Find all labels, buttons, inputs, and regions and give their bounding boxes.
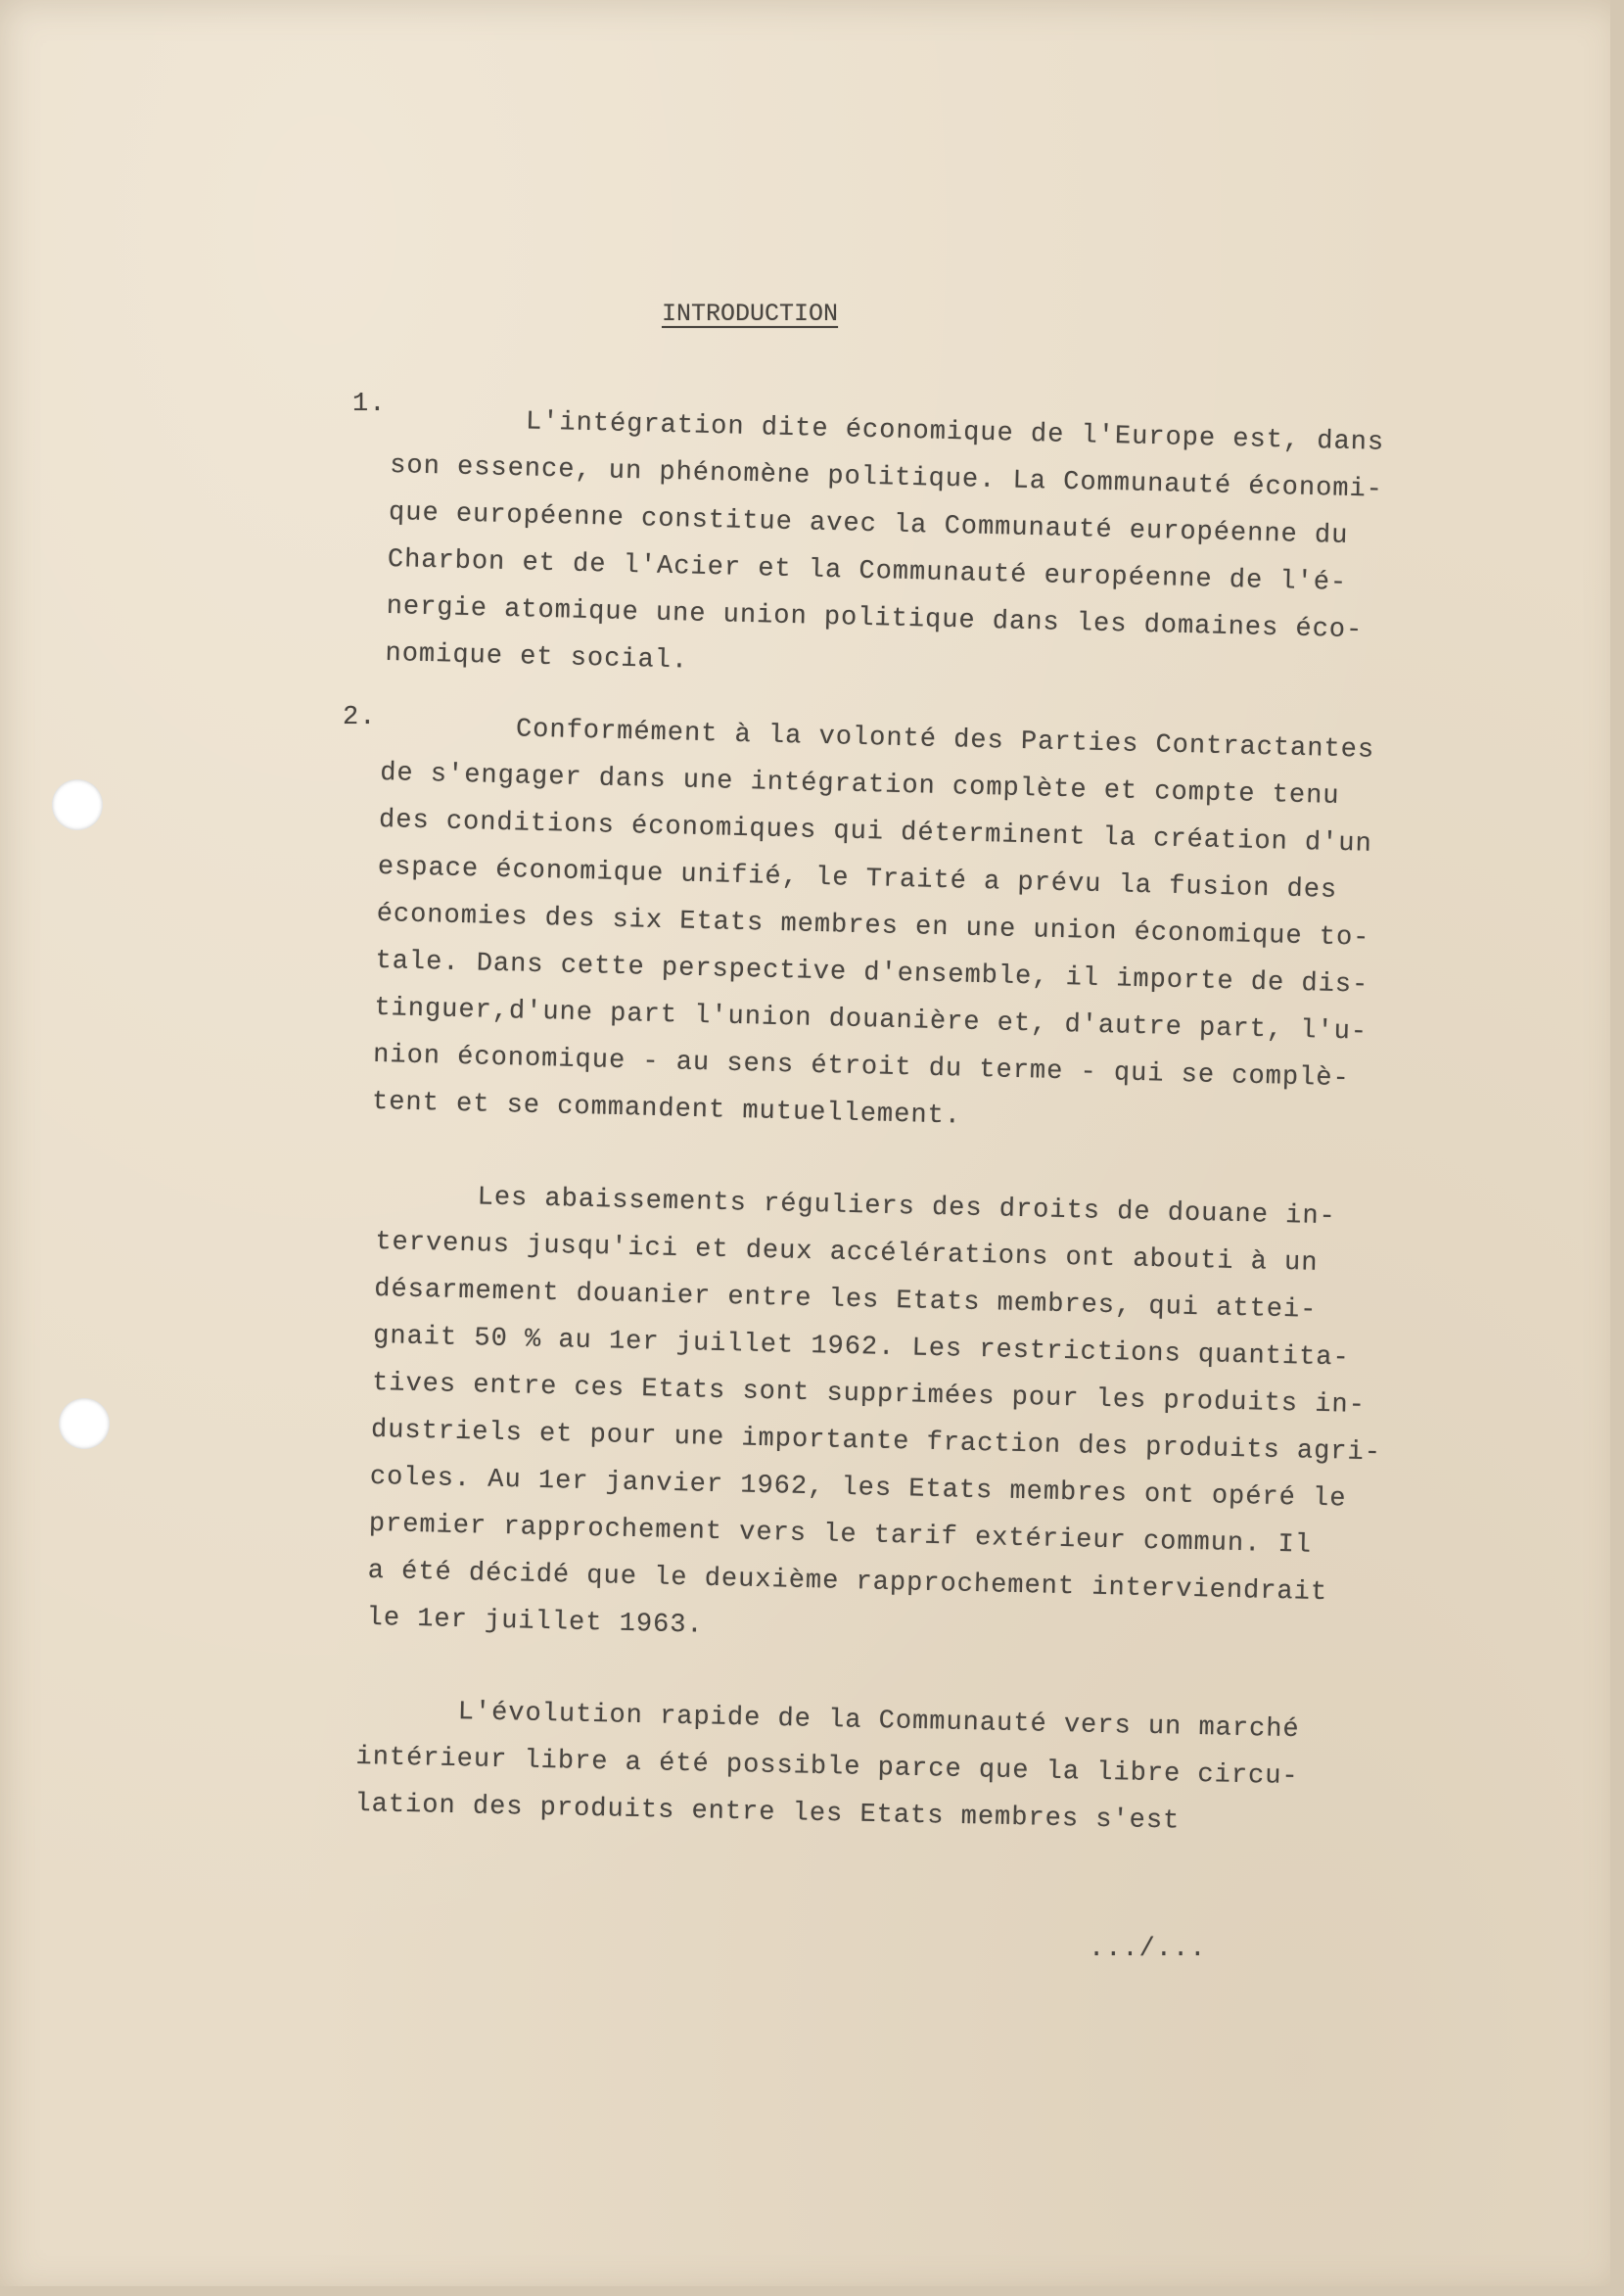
paragraph-line: nomique et social. <box>385 638 689 677</box>
paragraph-line: L'évolution rapide de la Communauté vers un marché <box>356 1695 1300 1746</box>
paragraph-line: économies des six Etats membres en une union économique to- <box>376 899 1370 954</box>
paragraph-line: tervenus jusqu'ici et deux accélérations ont abouti à un <box>375 1227 1319 1279</box>
paragraph-line: tives entre ces Etats sont supprimées pour les produits in- <box>371 1368 1367 1421</box>
paragraph-line: son essence, un phénomène politique. La Communauté économi- <box>389 450 1384 505</box>
paragraph-line: espace économique unifié, le Traité a prévu la fusion des <box>377 852 1338 906</box>
paragraph-line: coles. Au 1er janvier 1962, les Etats membres ont opéré le <box>369 1462 1347 1515</box>
paragraph-line: dustriels et pour une importante fraction des produits agri- <box>370 1415 1382 1469</box>
continuation-mark: .../... <box>1089 1935 1207 1964</box>
punch-hole-top <box>52 779 103 830</box>
paragraph-line: des conditions économiques qui déterminent la création d'un <box>378 805 1373 860</box>
paragraph-line: a été décidé que le deuxième rapprochement interviendrait <box>367 1556 1328 1609</box>
paragraph-line: intérieur libre a été possible parce que la libre circu- <box>355 1742 1299 1793</box>
paragraph-line: lation des produits entre les Etats membres s'est <box>354 1789 1181 1837</box>
paragraph-line: tinguer,d'une part l'union douanière et, d'autre part, l'u- <box>374 993 1369 1048</box>
paragraph-line: nergie atomique une union politique dans les domaines éco- <box>386 591 1364 646</box>
paragraph-line: désarmement douanier entre les Etats membres, qui attei- <box>373 1274 1318 1326</box>
paragraph-line: que européenne constitue avec la Communauté européenne du <box>388 497 1349 551</box>
paragraph-1 <box>385 396 1385 702</box>
paragraph-line: tale. Dans cette perspective d'ensemble, il importe de dis- <box>375 946 1369 1001</box>
paragraph-line: Les abaissements réguliers des droits de douane in- <box>376 1180 1337 1233</box>
paragraph-number-2: 2. <box>343 703 377 732</box>
paragraph-line: nion économique - au sens étroit du terme - qui se complè- <box>372 1040 1351 1095</box>
document-title: INTRODUCTION <box>662 300 839 328</box>
page-edge-bottom <box>0 2286 1624 2296</box>
paragraph-2 <box>371 703 1374 1150</box>
paragraph-line: de s'engager dans une intégration complète et compte tenu <box>379 758 1340 812</box>
paragraph-number-1: 1. <box>352 390 387 419</box>
paragraph-line: gnait 50 % au 1er juillet 1962. Les restrictions quantita- <box>372 1321 1351 1374</box>
page-edge-right <box>1610 0 1624 2296</box>
paragraph-4 <box>354 1687 1300 1848</box>
paragraph-line: le 1er juillet 1963. <box>366 1603 704 1641</box>
paragraph-line: premier rapprochement vers le tarif extérieur commun. Il <box>368 1509 1313 1561</box>
paragraph-line: Conformément à la volonté des Parties Contractantes <box>381 711 1375 766</box>
paragraph-line: L'intégration dite économique de l'Europe est, dans <box>391 403 1385 458</box>
paragraph-line: Charbon et de l'Acier et la Communauté européenne de l'é- <box>387 544 1348 598</box>
paragraph-line: tent et se commandent mutuellement. <box>371 1087 962 1132</box>
punch-hole-bottom <box>59 1398 110 1449</box>
paragraph-3 <box>366 1172 1387 1664</box>
